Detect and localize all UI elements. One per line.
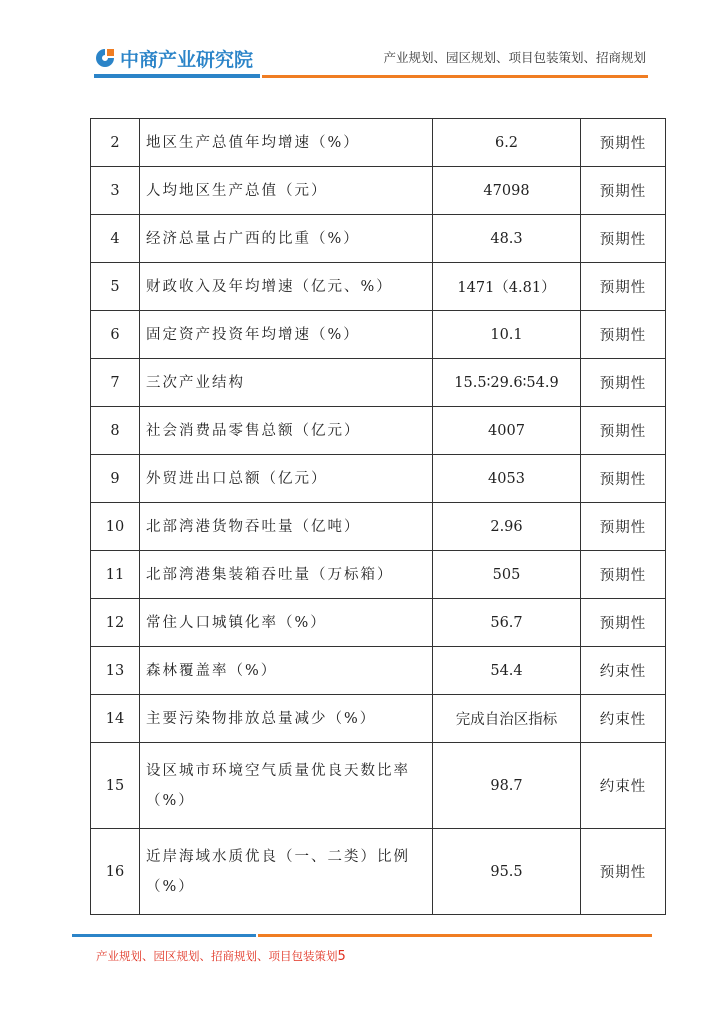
table-row: [91, 743, 666, 829]
row-number-cell: 5: [91, 263, 140, 311]
indicator-type-cell: 预期性: [581, 551, 666, 599]
indicator-name-cell: 北部湾港集装箱吞吐量（万标箱）: [140, 551, 433, 599]
indicator-name-cell: 财政收入及年均增速（亿元、%）: [140, 263, 433, 311]
table-row: [91, 215, 666, 263]
table-row: [91, 311, 666, 359]
footer-divider-blue: [72, 934, 256, 937]
logo-text: 中商产业研究院: [120, 48, 254, 71]
indicator-value-cell: 完成自治区指标: [433, 695, 581, 743]
indicator-value-cell: 48.3: [433, 215, 581, 263]
logo-mark-icon: [94, 47, 116, 69]
indicator-type-cell: 预期性: [581, 119, 666, 167]
header-divider-blue: [94, 74, 260, 78]
indicator-value-cell: 1471（4.81）: [433, 263, 581, 311]
indicator-type-cell: 预期性: [581, 407, 666, 455]
indicator-value-cell: 505: [433, 551, 581, 599]
indicator-name-cell: 地区生产总值年均增速（%）: [140, 119, 433, 167]
indicator-type-cell: 预期性: [581, 215, 666, 263]
table-row: [91, 263, 666, 311]
indicator-value-cell: 2.96: [433, 503, 581, 551]
indicator-value-cell: 47098: [433, 167, 581, 215]
indicator-name-cell: 近岸海域水质优良（一、二类）比例（%）: [140, 829, 433, 915]
indicator-value-cell: 4007: [433, 407, 581, 455]
row-number-cell: 14: [91, 695, 140, 743]
page-header: [0, 0, 724, 90]
indicator-name-cell: 森林覆盖率（%）: [140, 647, 433, 695]
row-number-cell: 3: [91, 167, 140, 215]
indicator-type-cell: 约束性: [581, 743, 666, 829]
indicator-name-cell: 主要污染物排放总量减少（%）: [140, 695, 433, 743]
table-row: [91, 695, 666, 743]
company-logo: [94, 44, 253, 72]
row-number-cell: 12: [91, 599, 140, 647]
table-row: [91, 455, 666, 503]
indicator-value-cell: 54.4: [433, 647, 581, 695]
indicator-type-cell: 预期性: [581, 311, 666, 359]
row-number-cell: 10: [91, 503, 140, 551]
row-number-cell: 15: [91, 743, 140, 829]
indicator-table: [90, 118, 666, 915]
table-row: [91, 359, 666, 407]
table-row: [91, 503, 666, 551]
indicator-type-cell: 约束性: [581, 647, 666, 695]
row-number-cell: 16: [91, 829, 140, 915]
table-row: [91, 119, 666, 167]
table-row: [91, 167, 666, 215]
indicator-value-cell: 4053: [433, 455, 581, 503]
header-divider-orange: [262, 75, 648, 78]
indicator-value-cell: 15.5∶29.6∶54.9: [433, 359, 581, 407]
row-number-cell: 2: [91, 119, 140, 167]
indicator-value-cell: 98.7: [433, 743, 581, 829]
page-footer: [96, 948, 346, 964]
indicator-type-cell: 约束性: [581, 695, 666, 743]
indicator-value-cell: 10.1: [433, 311, 581, 359]
indicator-name-cell: 三次产业结构: [140, 359, 433, 407]
indicator-name-cell: 人均地区生产总值（元）: [140, 167, 433, 215]
row-number-cell: 6: [91, 311, 140, 359]
row-number-cell: 7: [91, 359, 140, 407]
indicator-name-cell: 常住人口城镇化率（%）: [140, 599, 433, 647]
indicator-type-cell: 预期性: [581, 599, 666, 647]
indicator-value-cell: 56.7: [433, 599, 581, 647]
indicator-value-cell: 6.2: [433, 119, 581, 167]
indicator-name-cell: 经济总量占广西的比重（%）: [140, 215, 433, 263]
indicator-name-cell: 设区城市环境空气质量优良天数比率（%）: [140, 743, 433, 829]
indicator-type-cell: 预期性: [581, 829, 666, 915]
table-row: [91, 407, 666, 455]
row-number-cell: 9: [91, 455, 140, 503]
footer-tagline: 产业规划、园区规划、招商规划、项目包装策划: [96, 949, 338, 963]
table-row: [91, 829, 666, 915]
page-number: 5: [337, 949, 346, 964]
table-row: [91, 551, 666, 599]
row-number-cell: 11: [91, 551, 140, 599]
row-number-cell: 4: [91, 215, 140, 263]
indicator-name-cell: 社会消费品零售总额（亿元）: [140, 407, 433, 455]
row-number-cell: 8: [91, 407, 140, 455]
indicator-type-cell: 预期性: [581, 167, 666, 215]
header-tagline: 产业规划、园区规划、项目包装策划、招商规划: [383, 50, 646, 65]
indicator-name-cell: 外贸进出口总额（亿元）: [140, 455, 433, 503]
indicator-name-cell: 固定资产投资年均增速（%）: [140, 311, 433, 359]
table-row: [91, 599, 666, 647]
indicator-type-cell: 预期性: [581, 263, 666, 311]
indicator-type-cell: 预期性: [581, 455, 666, 503]
indicator-name-cell: 北部湾港货物吞吐量（亿吨）: [140, 503, 433, 551]
indicator-value-cell: 95.5: [433, 829, 581, 915]
indicator-type-cell: 预期性: [581, 359, 666, 407]
table-row: [91, 647, 666, 695]
indicator-type-cell: 预期性: [581, 503, 666, 551]
row-number-cell: 13: [91, 647, 140, 695]
footer-divider-orange: [258, 934, 652, 937]
